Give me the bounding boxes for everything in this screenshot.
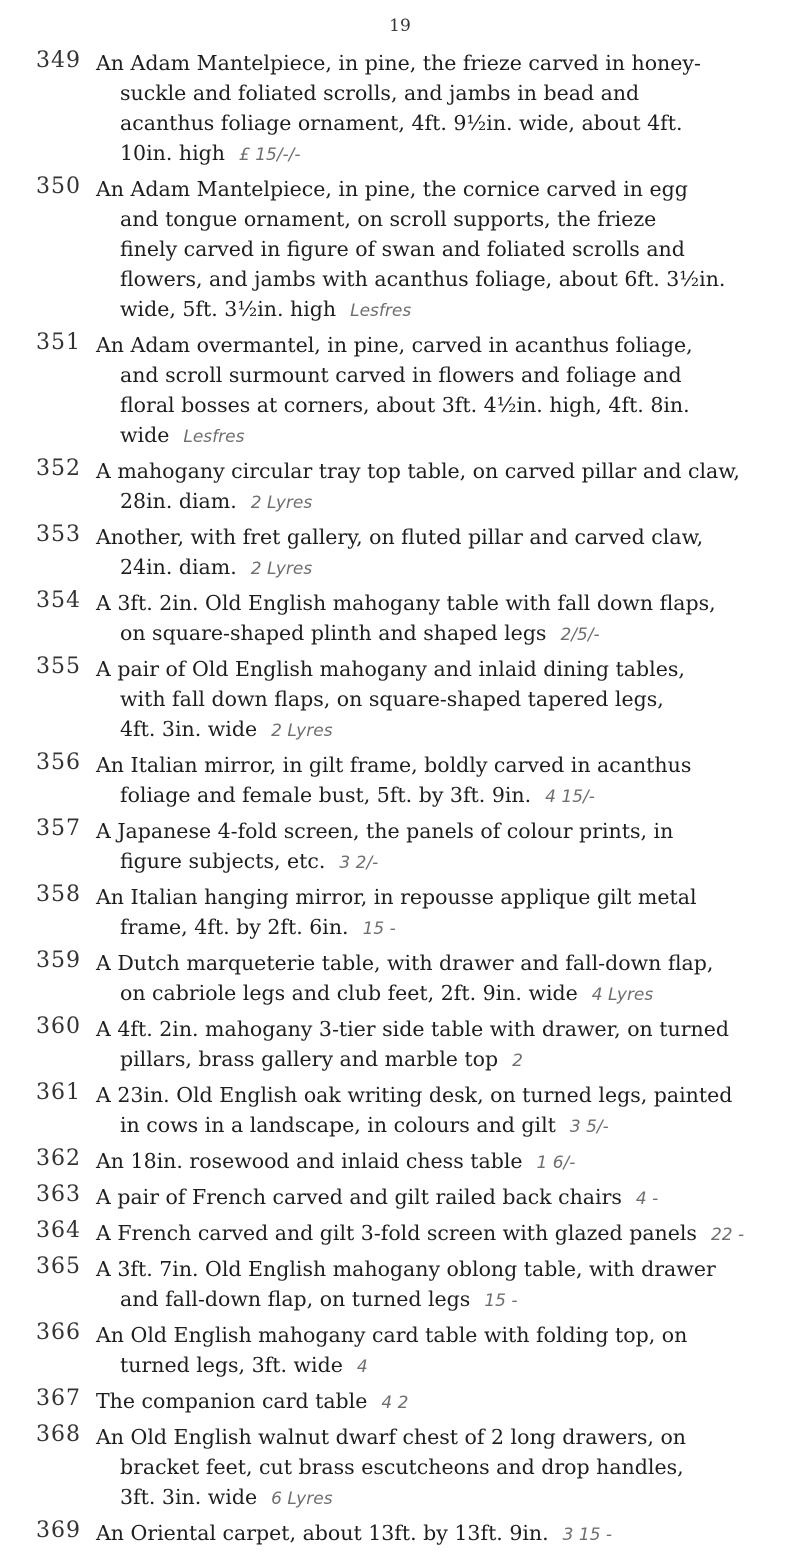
handwritten-price-annotation: 2 Lyres [271,721,333,741]
lot-number: 352 [36,456,81,481]
lot-description-line: acanthus foliage ornament, 4ft. 9½in. wide, about 4ft. [120,111,683,135]
handwritten-price-annotation: 2 Lyres [250,493,313,513]
lot-description-line: with fall down flaps, on square-shaped tapered legs, [120,687,664,711]
lot-description-line: bracket feet, cut brass escutcheons and drop handles, [120,1455,684,1479]
lot-description-line: An Oriental carpet, about 13ft. by 13ft. 9in. 3 15 - [96,1521,613,1545]
lot-description-line: The companion card table 4 2 [96,1389,409,1413]
lot-description [96,750,776,812]
lot-description-line: Another, with fret gallery, on fluted pillar and carved claw, [96,525,704,549]
lot-number: 368 [36,1422,81,1447]
lot-description [96,1014,776,1076]
lot-description-line: An Adam overmantel, in pine, carved in acanthus foliage, [96,333,693,357]
lot-description-line: 4ft. 3in. wide 2 Lyres [120,717,333,741]
lot-entry [0,1218,800,1250]
handwritten-price-annotation: 3 15 - [562,1525,613,1545]
lot-entry [0,1182,800,1214]
lot-description [96,588,776,650]
handwritten-price-annotation: 4 Lyres [591,985,654,1005]
lot-description-line: floral bosses at corners, about 3ft. 4½in. high, 4ft. 8in. [120,393,690,417]
lot-description-line: and scroll surmount carved in flowers and foliage and [120,363,682,387]
lot-description [96,882,776,944]
lot-description [96,948,776,1010]
lot-description-line: 28in. diam. 2 Lyres [120,489,313,513]
handwritten-price-annotation: 15 - [484,1291,518,1311]
handwritten-price-annotation: 22 - [710,1225,745,1245]
handwritten-price-annotation: Lesfres [350,301,412,321]
lot-description-line: figure subjects, etc. 3 2/- [120,849,379,873]
lot-description-line: 3ft. 3in. wide 6 Lyres [120,1485,333,1509]
lot-description-line: An Adam Mantelpiece, in pine, the frieze carved in honey- [96,51,701,75]
lot-description-line: An Italian hanging mirror, in repousse applique gilt metal [96,885,697,909]
lot-number: 361 [36,1080,81,1105]
lot-description [96,330,776,452]
lot-description-line: An 18in. rosewood and inlaid chess table 1 6/- [96,1149,576,1173]
lot-entry [0,654,800,746]
lot-description-line: suckle and foliated scrolls, and jambs in bead and [120,81,640,105]
lot-entry [0,456,800,518]
lot-entry [0,174,800,326]
lot-entry [0,1080,800,1142]
lot-number: 353 [36,522,81,547]
lot-description-line: A 4ft. 2in. mahogany 3-tier side table with drawer, on turned [96,1017,729,1041]
lot-description [96,1080,776,1142]
lot-entry [0,1386,800,1418]
lot-description-line: A 23in. Old English oak writing desk, on turned legs, painted [96,1083,733,1107]
lot-description [96,1518,776,1550]
lot-description-line: 10in. high £ 15/-/- [120,141,301,165]
lot-entry [0,750,800,812]
lot-description-line: A pair of French carved and gilt railed back chairs 4 - [96,1185,659,1209]
lot-description-line: finely carved in figure of swan and foliated scrolls and [120,237,685,261]
lot-description-line: A Dutch marqueterie table, with drawer and fall-down flap, [96,951,714,975]
handwritten-price-annotation: 2 Lyres [250,559,313,579]
lot-description [96,522,776,584]
lot-entry [0,588,800,650]
lot-number: 356 [36,750,81,775]
lot-description [96,1422,776,1514]
lot-description-line: 24in. diam. 2 Lyres [120,555,313,579]
handwritten-price-annotation: 2 [512,1051,523,1071]
lot-entry [0,1320,800,1382]
lot-entry [0,1518,800,1550]
lot-list [0,48,800,1554]
lot-entry [0,882,800,944]
lot-description-line: An Italian mirror, in gilt frame, boldly carved in acanthus [96,753,692,777]
lot-number: 363 [36,1182,81,1207]
lot-entry [0,330,800,452]
lot-description-line: on cabriole legs and club feet, 2ft. 9in. wide 4 Lyres [120,981,654,1005]
lot-entry [0,816,800,878]
lot-description [96,1320,776,1382]
lot-number: 369 [36,1518,81,1543]
lot-number: 355 [36,654,81,679]
lot-entry [0,1422,800,1514]
lot-description-line: pillars, brass gallery and marble top 2 [120,1047,523,1071]
lot-description-line: An Old English mahogany card table with folding top, on [96,1323,688,1347]
lot-number: 350 [36,174,81,199]
lot-description-line: wide, 5ft. 3½in. high Lesfres [120,297,412,321]
lot-description [96,174,776,326]
lot-entry [0,1014,800,1076]
lot-entry [0,948,800,1010]
lot-description-line: and tongue ornament, on scroll supports, the frieze [120,207,657,231]
lot-description [96,1254,776,1316]
handwritten-price-annotation: 3 5/- [569,1117,609,1137]
lot-description-line: A 3ft. 7in. Old English mahogany oblong table, with drawer [96,1257,716,1281]
handwritten-price-annotation: 4 - [635,1189,659,1209]
lot-entry [0,1254,800,1316]
lot-description-line: A French carved and gilt 3-fold screen with glazed panels 22 - [96,1221,745,1245]
lot-description-line: An Adam Mantelpiece, in pine, the cornice carved in egg [96,177,688,201]
lot-description [96,456,776,518]
lot-description-line: foliage and female bust, 5ft. by 3ft. 9in. 4 15/- [120,783,595,807]
lot-number: 360 [36,1014,81,1039]
lot-entry [0,522,800,584]
handwritten-price-annotation: 15 - [362,919,396,939]
lot-number: 364 [36,1218,81,1243]
lot-number: 349 [36,48,81,73]
lot-description-line: flowers, and jambs with acanthus foliage, about 6ft. 3½in. [120,267,726,291]
lot-number: 367 [36,1386,81,1411]
handwritten-price-annotation: 6 Lyres [271,1489,333,1509]
page-number: 19 [389,16,411,36]
lot-number: 358 [36,882,81,907]
lot-number: 351 [36,330,81,355]
handwritten-price-annotation: £ 15/-/- [238,145,301,165]
lot-description-line: in cows in a landscape, in colours and gilt 3 5/- [120,1113,609,1137]
lot-description-line: on square-shaped plinth and shaped legs 2/5/- [120,621,600,645]
handwritten-price-annotation: 1 6/- [536,1153,576,1173]
lot-description-line: A 3ft. 2in. Old English mahogany table with fall down flaps, [96,591,716,615]
handwritten-price-annotation: 3 2/- [339,853,379,873]
lot-number: 357 [36,816,81,841]
lot-number: 366 [36,1320,81,1345]
lot-entry [0,48,800,170]
lot-description [96,816,776,878]
lot-description [96,1182,776,1214]
handwritten-price-annotation: Lesfres [183,427,245,447]
lot-number: 365 [36,1254,81,1279]
lot-number: 359 [36,948,81,973]
lot-number: 362 [36,1146,81,1171]
lot-description [96,1218,776,1250]
lot-description-line: A pair of Old English mahogany and inlaid dining tables, [96,657,685,681]
lot-description-line: A Japanese 4-fold screen, the panels of colour prints, in [96,819,674,843]
lot-description-line: frame, 4ft. by 2ft. 6in. 15 - [120,915,396,939]
lot-entry [0,1146,800,1178]
lot-description [96,1146,776,1178]
lot-number: 354 [36,588,81,613]
lot-description-line: A mahogany circular tray top table, on carved pillar and claw, [96,459,740,483]
lot-description-line: An Old English walnut dwarf chest of 2 long drawers, on [96,1425,687,1449]
lot-description-line: turned legs, 3ft. wide 4 [120,1353,368,1377]
lot-description [96,48,776,170]
lot-description [96,654,776,746]
lot-description-line: wide Lesfres [120,423,245,447]
handwritten-price-annotation: 2/5/- [560,625,600,645]
lot-description-line: and fall-down flap, on turned legs 15 - [120,1287,518,1311]
handwritten-price-annotation: 4 15/- [545,787,595,807]
handwritten-price-annotation: 4 [356,1357,368,1377]
lot-description [96,1386,776,1418]
handwritten-price-annotation: 4 2 [381,1393,409,1413]
